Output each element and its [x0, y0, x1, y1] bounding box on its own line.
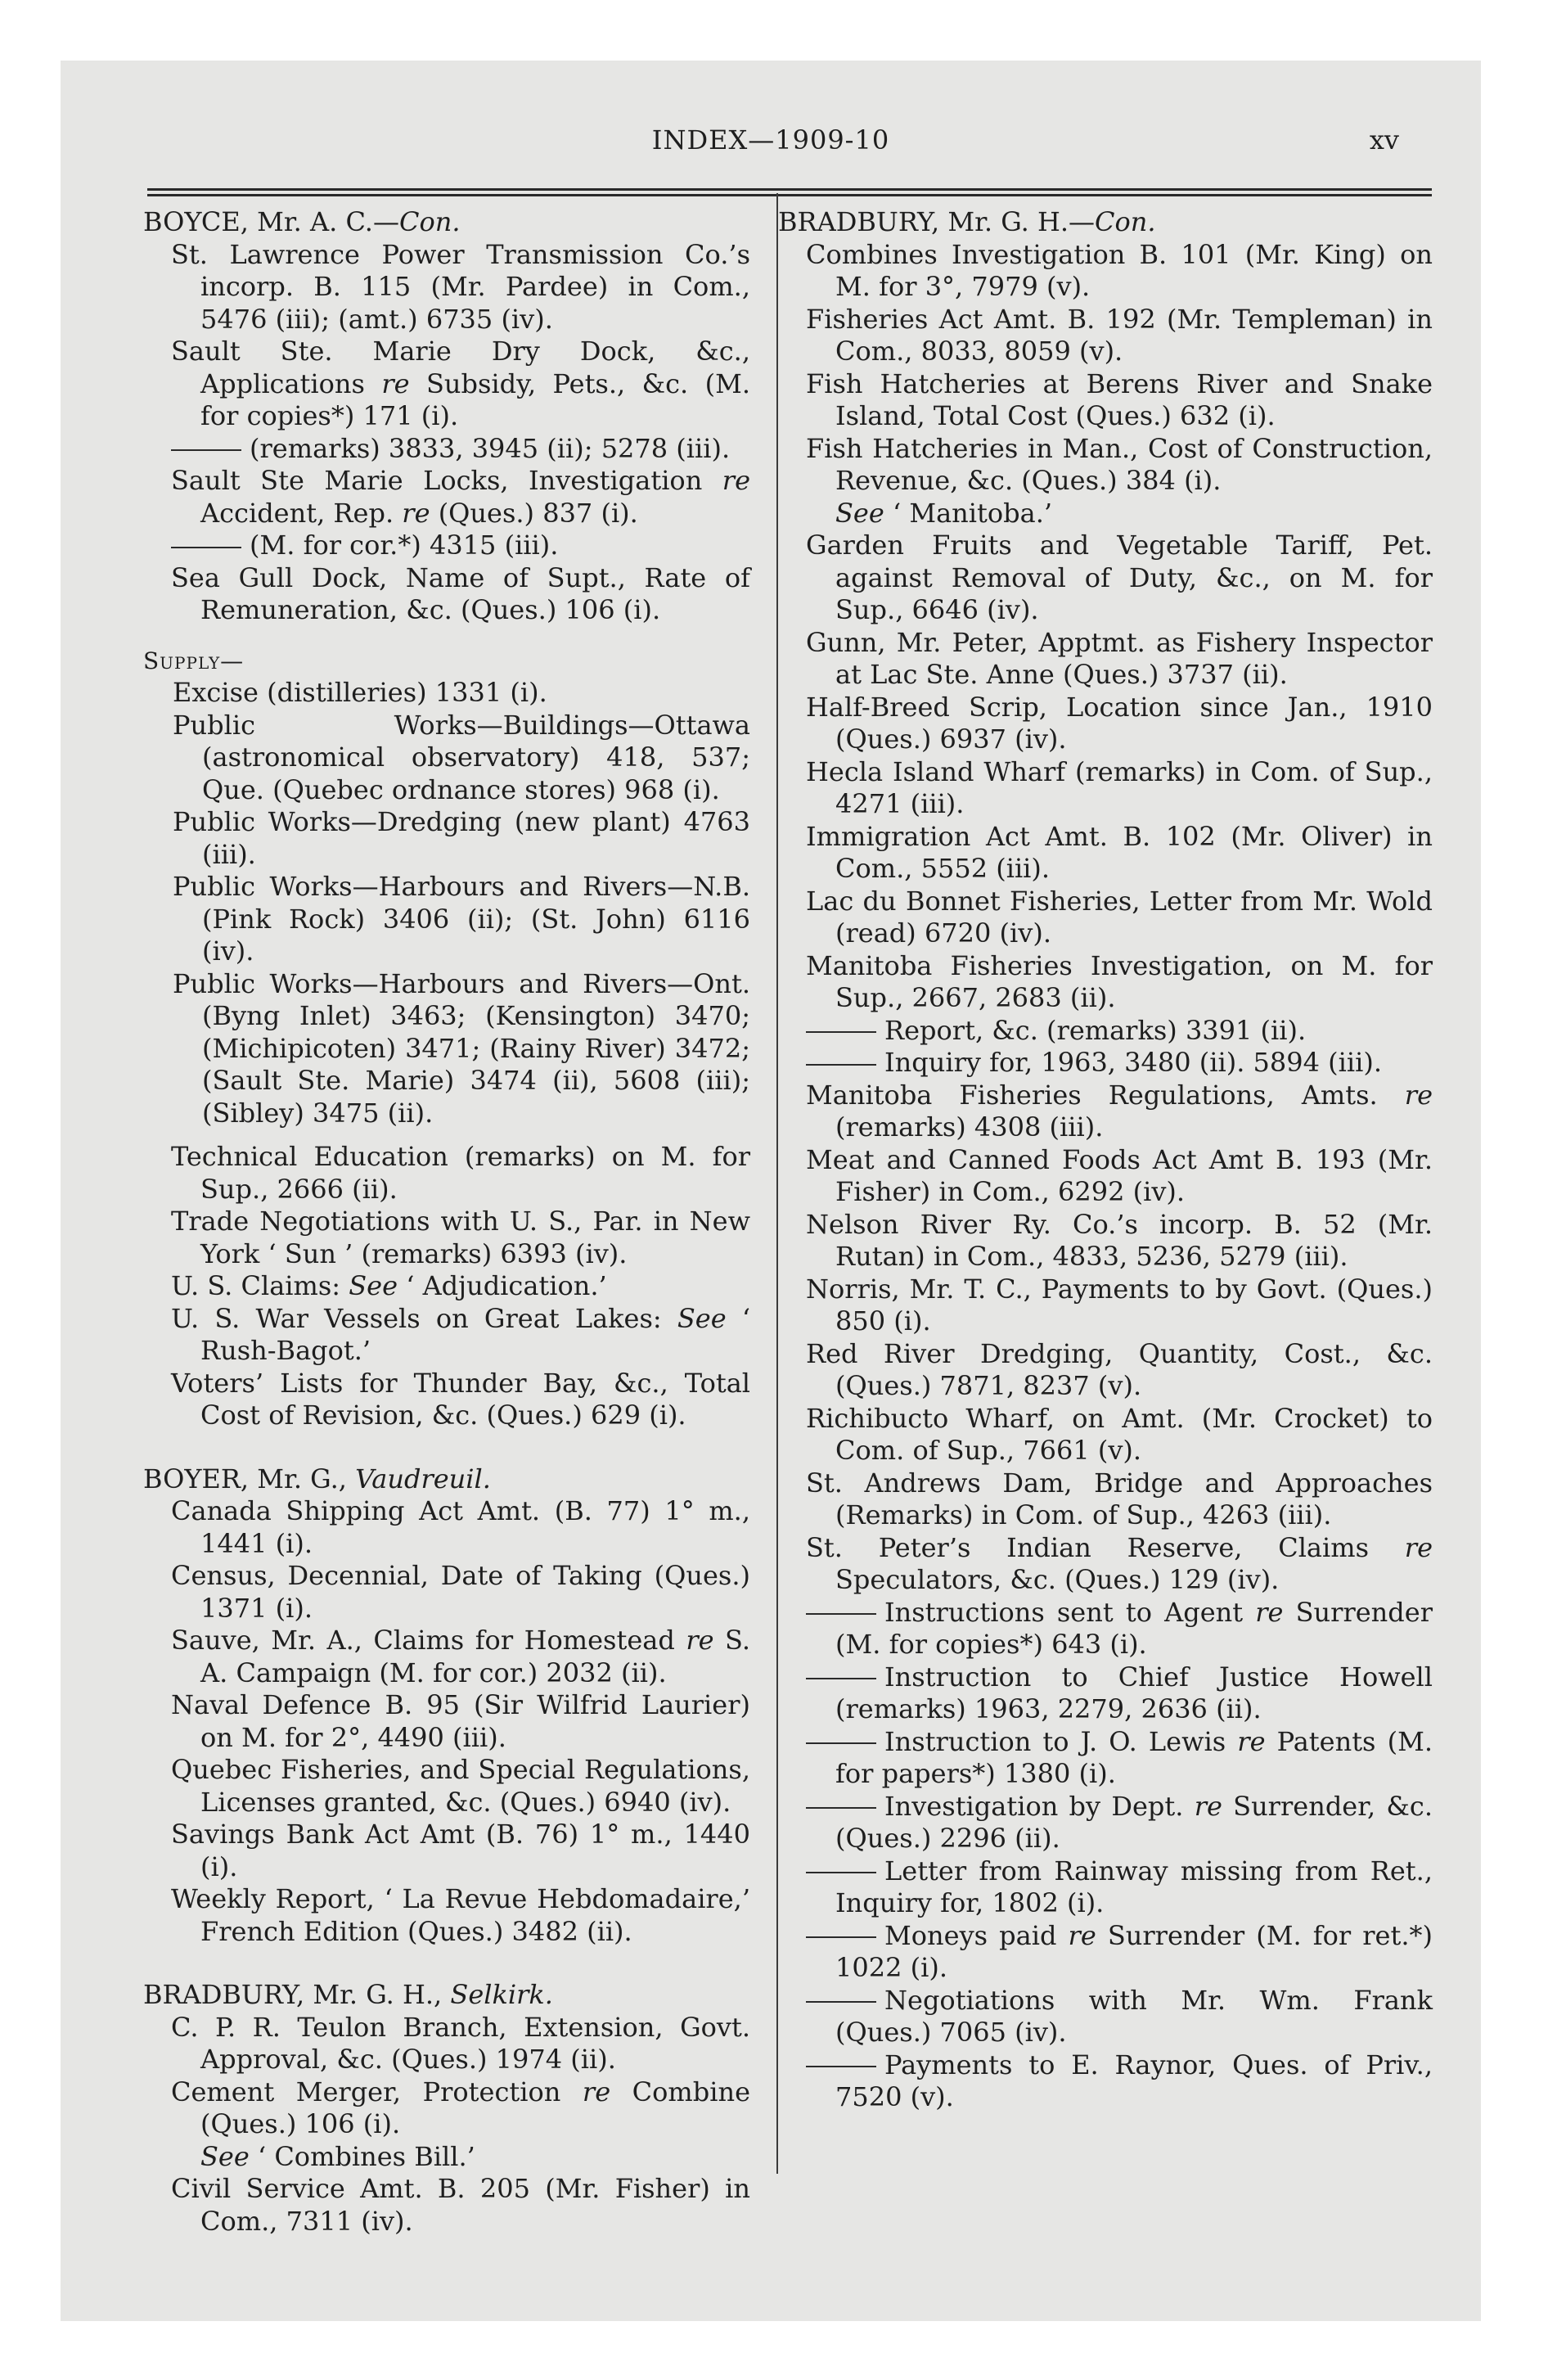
index-entry: Weekly Report, ‘ La Revue Hebdomadaire,’ French Edition (Ques.) 3482 (ii). — [171, 1883, 750, 1947]
index-entry: Garden Fruits and Vegetable Tariff, Pet. against Removal of Duty, &c., on M. for Sup., 6646 (iv). — [806, 530, 1433, 625]
index-subentry: Report, &c. (remarks) 3391 (ii). — [778, 1015, 1433, 1048]
index-entry: Fisheries Act Amt. B. 192 (Mr. Templeman) in Com., 8033, 8059 (v). — [806, 303, 1433, 367]
header-rule-top — [147, 188, 1432, 191]
index-subentry: (remarks) 3833, 3945 (ii); 5278 (iii). — [143, 433, 750, 466]
index-entry: Civil Service Amt. B. 205 (Mr. Fisher) in Com., 7311 (iv). — [171, 2173, 750, 2237]
index-entry: Meat and Canned Foods Act Amt B. 193 (Mr. Fisher) in Com., 6292 (iv). — [806, 1143, 1433, 1207]
index-entry: Sauve, Mr. A., Claims for Homestead re S. A. Campaign (M. for cor.) 2032 (ii). — [171, 1625, 751, 1688]
index-entry: Manitoba Fisheries Regulations, Amts. re (remarks) 4308 (iii). — [806, 1079, 1433, 1143]
index-subentry: Payments to E. Raynor, Ques. of Priv., 7520 (v). — [778, 2049, 1433, 2114]
index-entry: Quebec Fisheries, and Special Regulations, Licenses granted, &c. (Ques.) 6940 (iv). — [171, 1754, 750, 1818]
index-entry: Canada Shipping Act Amt. (B. 77) 1° m., 1441 (i). — [171, 1495, 750, 1559]
index-entry: Sault Ste Marie Locks, Investigation re Accident, Rep. re (Ques.) 837 (i). — [171, 465, 750, 529]
index-entry: Voters’ Lists for Thunder Bay, &c., Total Cost of Revision, &c. (Ques.) 629 (i). — [171, 1367, 750, 1431]
ditto-dash — [806, 1031, 876, 1033]
index-entry: Trade Negotiations with U. S., Par. in New York ‘ Sun ’ (remarks) 6393 (iv). — [171, 1206, 750, 1269]
supply-entry: Public Works—Harbours and Rivers—N.B. (Pink Rock) 3406 (ii); (St. John) 6116 (iv). — [173, 871, 750, 967]
index-subentry: Negotiations with Mr. Wm. Frank (Ques.) 7065 (iv). — [778, 1985, 1433, 2049]
entry-heading: BOYER, Mr. G., Vaudreuil. — [143, 1463, 491, 1494]
index-entry: Fish Hatcheries in Man., Cost of Construction, Revenue, &c. (Ques.) 384 (i). — [806, 432, 1433, 496]
supply-entry: Public Works—Harbours and Rivers—Ont. (Byng Inlet) 3463; (Kensington) 3470; (Michipicoten) 3471; (Rainy River) 3472; (Sault Ste. Marie) 3474 (ii), 5608 (iii); (Sibley) 3475 (ii). — [173, 967, 750, 1129]
supply-heading: Supply— — [143, 647, 245, 674]
index-entry: St. Lawrence Power Transmission Co.’s incorp. B. 115 (Mr. Pardee) in Com., 5476 (iii); (amt.) 6735 (iv). — [171, 238, 750, 335]
supply-entry: Public Works—Buildings—Ottawa (astronomical observatory) 418, 537; Que. (Quebec ordnance stores) 968 (i). — [173, 709, 750, 805]
index-entry: Sea Gull Dock, Name of Supt., Rate of Remuneration, &c. (Ques.) 106 (i). — [171, 561, 750, 625]
index-entry: Norris, Mr. T. C., Payments to by Govt. (Ques.) 850 (i). — [806, 1273, 1433, 1336]
running-title: INDEX—1909-10 — [651, 124, 890, 156]
index-entry: Lac du Bonnet Fisheries, Letter from Mr. Wold (read) 6720 (iv). — [806, 885, 1433, 949]
index-subentry: Instruction to J. O. Lewis re Patents (M. for papers*) 1380 (i). — [778, 1726, 1433, 1791]
index-subentry: Letter from Rainway missing from Ret., Inquiry for, 1802 (i). — [778, 1855, 1433, 1920]
ditto-dash — [806, 1936, 876, 1938]
ditto-dash — [806, 1807, 876, 1809]
index-subentry: Instruction to Chief Justice Howell (remarks) 1963, 2279, 2636 (ii). — [778, 1661, 1433, 1726]
index-entry: U. S. War Vessels on Great Lakes: See ‘ Rush-Bagot.’ — [171, 1302, 750, 1366]
index-entry: Sault Ste. Marie Dry Dock, &c., Applications re Subsidy, Pets., &c. (M. for copies*) 171 (i). — [171, 336, 751, 431]
index-subentry: Instructions sent to Agent re Surrender (M. for copies*) 643 (i). — [778, 1597, 1433, 1661]
index-entry: Census, Decennial, Date of Taking (Ques.) 1371 (i). — [171, 1560, 750, 1624]
entry-heading: BRADBURY, Mr. G. H.—Con. — [778, 206, 1156, 237]
index-entry: St. Peter’s Indian Reserve, Claims re Speculators, &c. (Ques.) 129 (iv). — [806, 1531, 1433, 1595]
index-entry: Half-Breed Scrip, Location since Jan., 1910 (Ques.) 6937 (iv). — [806, 691, 1433, 755]
ditto-dash — [806, 1064, 876, 1066]
index-entry: C. P. R. Teulon Branch, Extension, Govt. Approval, &c. (Ques.) 1974 (ii). — [171, 2011, 750, 2075]
index-entry: Richibucto Wharf, on Amt. (Mr. Crocket) to Com. of Sup., 7661 (v). — [806, 1402, 1433, 1466]
ditto-dash — [806, 1872, 876, 1873]
supply-entry: Public Works—Dredging (new plant) 4763 (iii). — [173, 806, 750, 870]
see-reference: See ‘ Combines Bill.’ — [200, 2140, 475, 2172]
index-entry: Gunn, Mr. Peter, Apptmt. as Fishery Inspector at Lac Ste. Anne (Ques.) 3737 (ii). — [806, 626, 1433, 690]
index-entry: Immigration Act Amt. B. 102 (Mr. Oliver) in Com., 5552 (iii). — [806, 820, 1433, 884]
index-subentry: Moneys paid re Surrender (M. for ret.*) 1022 (i). — [778, 1920, 1433, 1985]
left-column — [143, 206, 750, 2238]
index-entry: Nelson River Ry. Co.’s incorp. B. 52 (Mr. Rutan) in Com., 4833, 5236, 5279 (iii). — [806, 1208, 1433, 1272]
page-number: xv — [1369, 124, 1399, 156]
entry-heading: BOYCE, Mr. A. C.—Con. — [143, 206, 461, 237]
ditto-dash — [806, 1678, 876, 1679]
index-entry: St. Andrews Dam, Bridge and Approaches (Remarks) in Com. of Sup., 4263 (iii). — [806, 1467, 1433, 1530]
ditto-dash — [806, 2001, 876, 2003]
see-reference: See ‘ Manitoba.’ — [835, 497, 1053, 529]
index-entry: Naval Defence B. 95 (Sir Wilfrid Laurier) on M. for 2°, 4490 (iii). — [171, 1689, 750, 1753]
entry-heading: BRADBURY, Mr. G. H., Selkirk. — [143, 1979, 553, 2010]
index-subentry: Investigation by Dept. re Surrender, &c. (Ques.) 2296 (ii). — [778, 1791, 1433, 1855]
right-column — [778, 206, 1433, 2114]
header-rule-bottom — [147, 194, 1432, 196]
scanned-page — [61, 61, 1481, 2321]
index-entry: U. S. Claims: See ‘ Adjudication.’ — [171, 1270, 607, 1301]
index-entry: Savings Bank Act Amt (B. 76) 1° m., 1440 (i). — [171, 1819, 750, 1882]
index-subentry: (M. for cor.*) 4315 (iii). — [143, 530, 750, 562]
index-entry: Fish Hatcheries at Berens River and Snake Island, Total Cost (Ques.) 632 (i). — [806, 367, 1433, 431]
index-entry: Hecla Island Wharf (remarks) in Com. of Sup., 4271 (iii). — [806, 755, 1433, 819]
ditto-dash — [806, 1742, 876, 1744]
ditto-dash — [806, 2066, 876, 2067]
page-header — [61, 124, 1481, 165]
index-entry: Technical Education (remarks) on M. for Sup., 2666 (ii). — [171, 1141, 750, 1205]
supply-entry: Excise (distilleries) 1331 (i). — [173, 677, 547, 708]
ditto-dash — [806, 1613, 876, 1615]
index-entry: Manitoba Fisheries Investigation, on M. for Sup., 2667, 2683 (ii). — [806, 949, 1433, 1013]
index-entry: Combines Investigation B. 101 (Mr. King) on M. for 3°, 7979 (v). — [806, 238, 1433, 302]
index-entry: Red River Dredging, Quantity, Cost., &c. (Ques.) 7871, 8237 (v). — [806, 1337, 1433, 1401]
index-subentry: Inquiry for, 1963, 3480 (ii). 5894 (iii). — [778, 1047, 1433, 1080]
ditto-dash — [171, 449, 241, 451]
index-entry: Cement Merger, Protection re Combine (Ques.) 106 (i). — [171, 2076, 751, 2139]
ditto-dash — [171, 547, 241, 548]
